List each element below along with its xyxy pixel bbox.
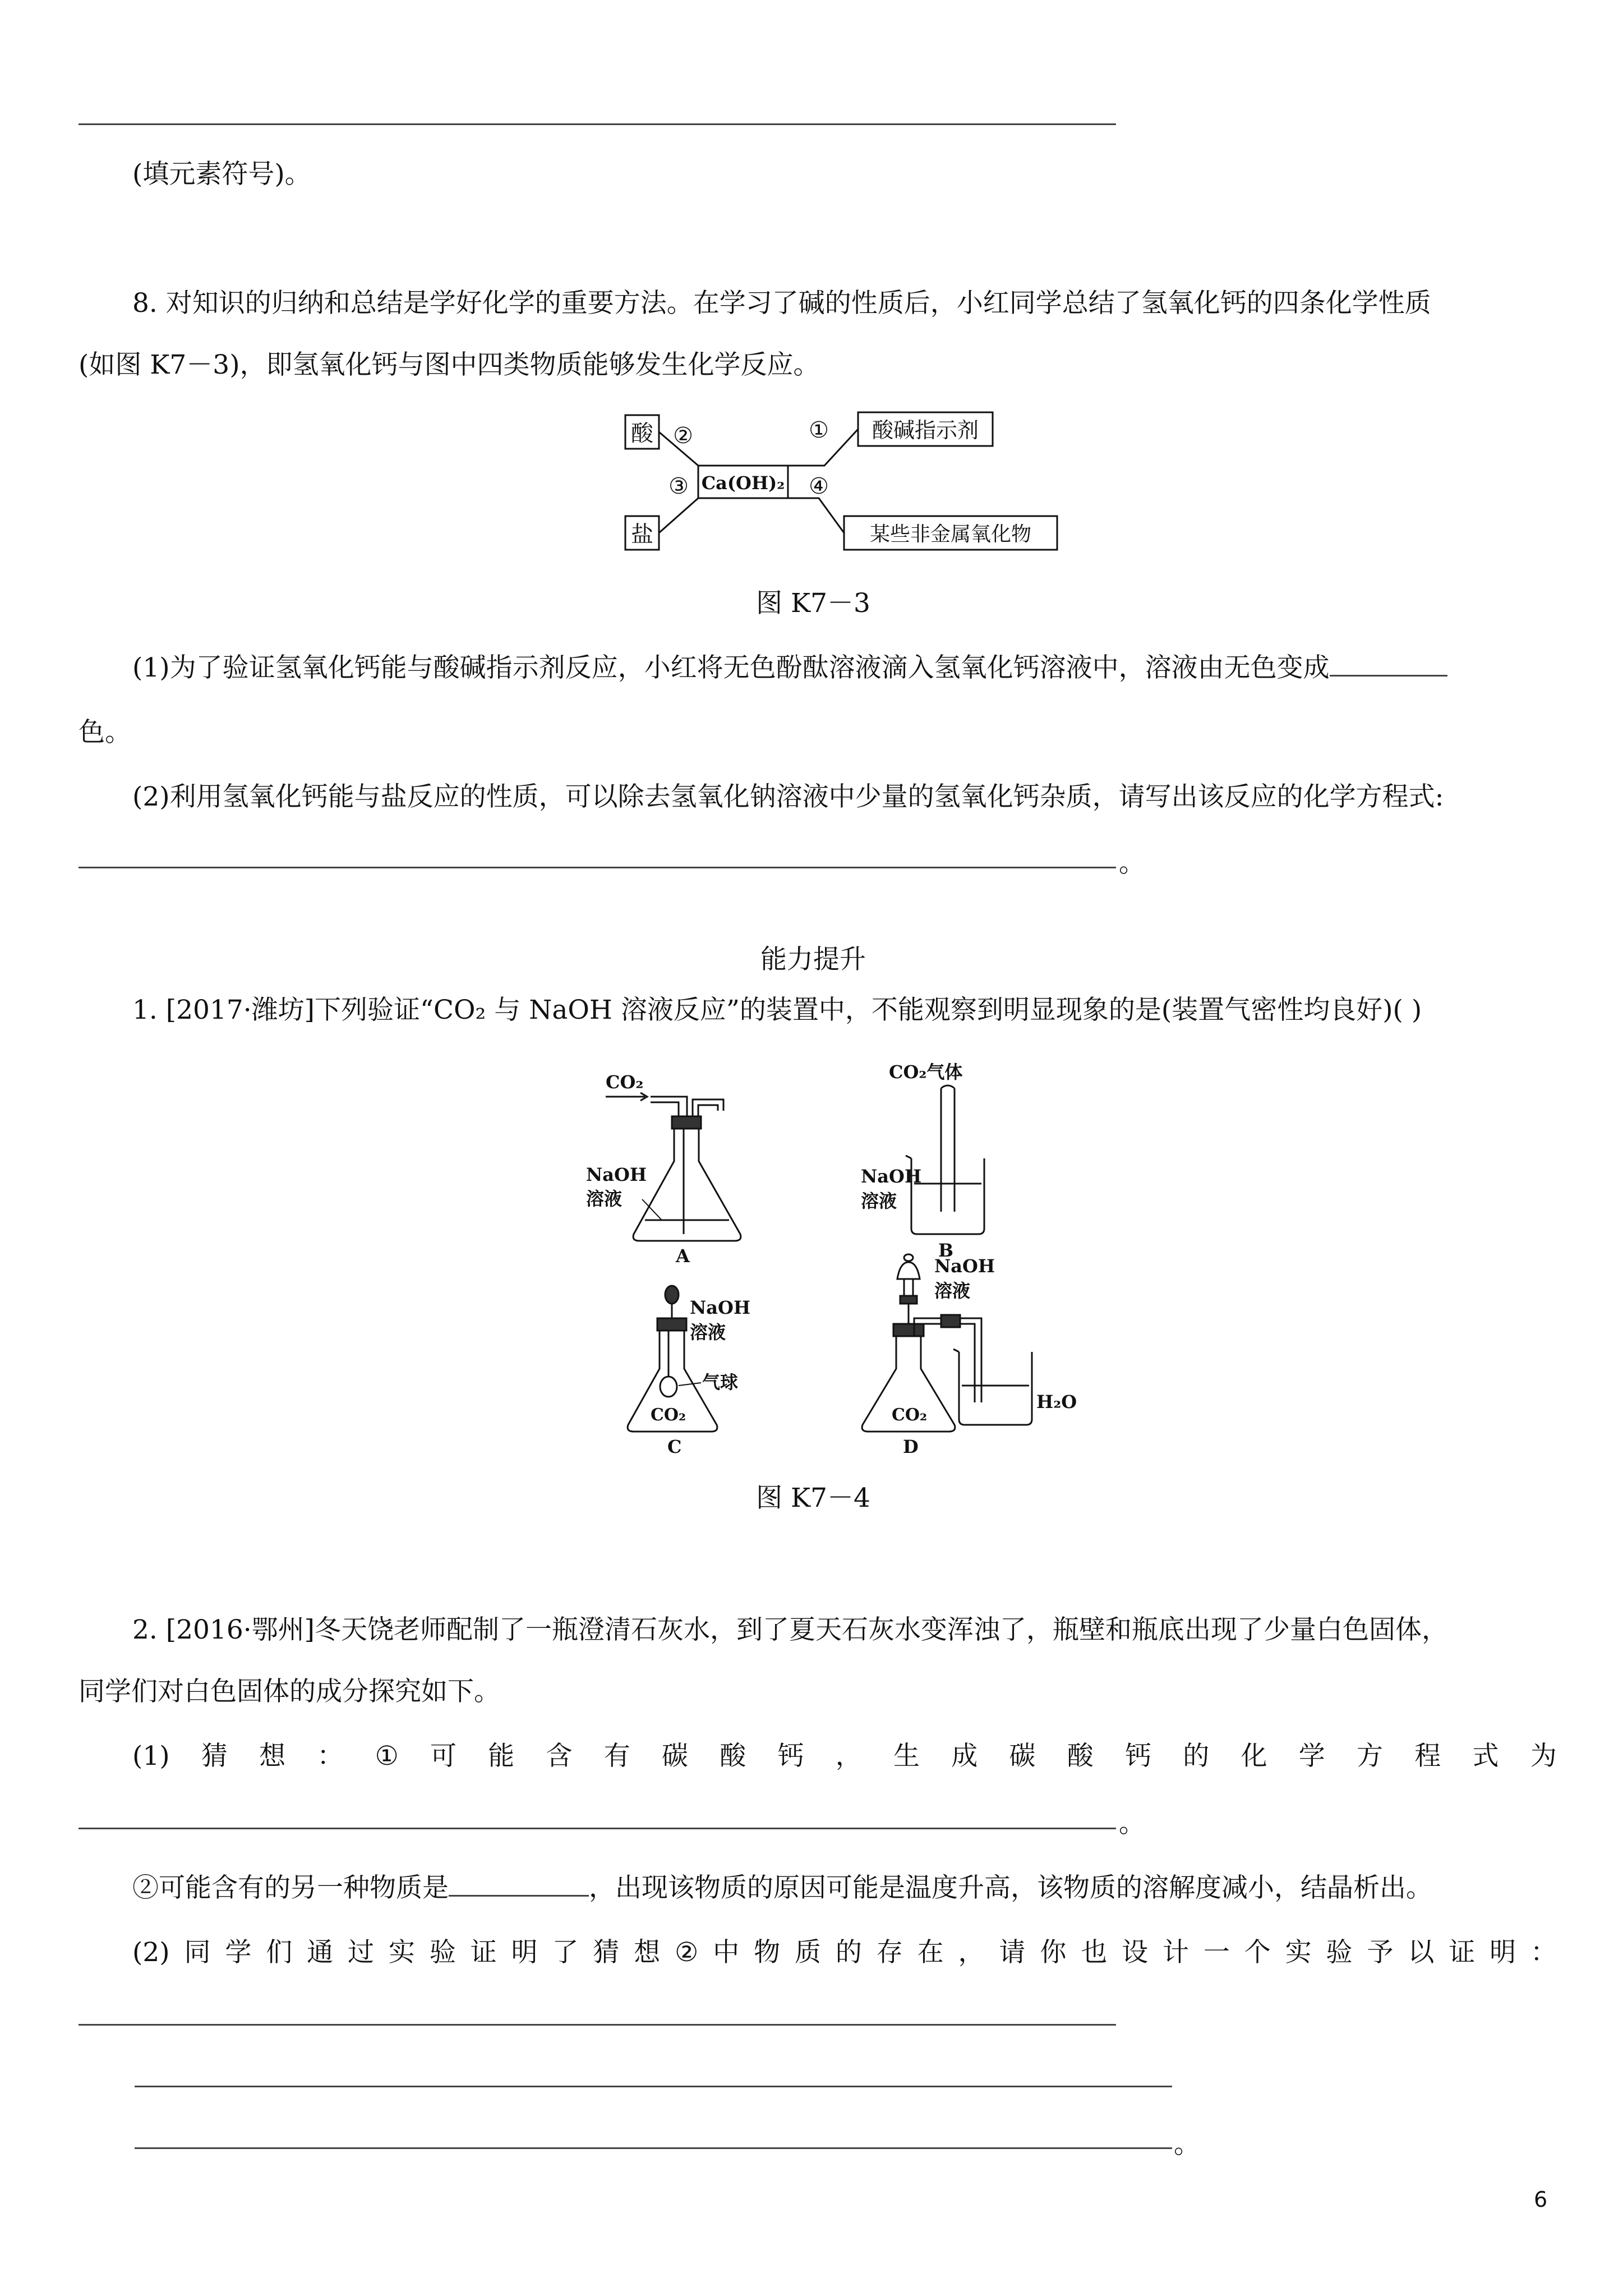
experiment-answer-line-2[interactable] xyxy=(135,2086,1172,2087)
ab2-part1-char: 式 xyxy=(1472,1741,1499,1772)
ab2-part2-char: 通 xyxy=(307,1937,334,1968)
ab2-stem-line2: 同学们对白色固体的成分探究如下。 xyxy=(79,1676,500,1707)
ab2-part2-char: 设 xyxy=(1122,1937,1149,1968)
ab2-part2-char: 实 xyxy=(1285,1937,1312,1968)
ab2-part2-char: 的 xyxy=(835,1937,862,1968)
ab2-part1-char: 的 xyxy=(1183,1741,1210,1772)
ab2-part2-char: 个 xyxy=(1244,1937,1271,1968)
ab2-part2-char: 存 xyxy=(876,1937,903,1968)
ab2-part1-char: 能 xyxy=(488,1741,515,1772)
other-substance-blank[interactable] xyxy=(449,1872,589,1897)
ab2-part2-char: 学 xyxy=(225,1937,252,1968)
q8-part1-line1 xyxy=(132,651,1447,685)
ab1-stem: 1. [2017·潍坊]下列验证“CO₂ 与 NaOH 溶液反应”的装置中，不能观察到明显现象的是(装置气密性均良好)( ) xyxy=(132,995,1422,1025)
ab2-part1-char: 碳 xyxy=(661,1741,688,1772)
ab2-part2-char: 也 xyxy=(1081,1937,1108,1968)
figure-k7-3-diagram xyxy=(617,404,1077,561)
ab2-part2-char: 猜 xyxy=(593,1937,620,1968)
d-solution-label: 溶液 xyxy=(934,1280,971,1301)
b-naoh-label: NaOH xyxy=(861,1166,922,1187)
experiment-answer-line-3[interactable] xyxy=(135,2147,1172,2149)
caco3-equation-line[interactable] xyxy=(79,1828,1116,1829)
equation-answer-line[interactable] xyxy=(79,867,1116,868)
ab2-part2-char: 验 xyxy=(429,1937,456,1968)
ab2-guess2-line xyxy=(132,1871,1432,1906)
ab2-part2-char: 实 xyxy=(388,1937,415,1968)
a-label: A xyxy=(676,1245,690,1267)
d-naoh-label: NaOH xyxy=(934,1255,995,1277)
q7-tail-text: (填元素符号)。 xyxy=(132,159,311,190)
ab2-part2-char: 质 xyxy=(794,1937,821,1968)
num-4: ④ xyxy=(809,473,829,499)
c-naoh-label: NaOH xyxy=(690,1297,751,1318)
ab2-part1-char: 方 xyxy=(1356,1741,1383,1772)
ab2-part1-char: 程 xyxy=(1414,1741,1441,1772)
d-label: D xyxy=(903,1436,919,1457)
num-2: ② xyxy=(673,423,693,449)
ab2-part1-char: 碳 xyxy=(1009,1741,1036,1772)
ab2-part1-char: 学 xyxy=(1298,1741,1325,1772)
b-gas-label: CO₂气体 xyxy=(889,1061,963,1083)
b-label: B xyxy=(938,1240,954,1261)
c-balloon-label: 气球 xyxy=(702,1372,739,1393)
a-naoh-label: NaOH xyxy=(586,1164,647,1185)
acid-label: 酸 xyxy=(631,421,653,447)
ab2-part1-char: 成 xyxy=(951,1741,978,1772)
ab2-part2-char: 一 xyxy=(1203,1937,1230,1968)
ab2-part2-char: 了 xyxy=(552,1937,579,1968)
figure-k7-4-apparatus xyxy=(578,1055,1116,1464)
ab2-part1-char: 钙 xyxy=(777,1741,804,1772)
ab2-part2-char: 过 xyxy=(348,1937,375,1968)
ab2-part2-char: 你 xyxy=(1040,1937,1067,1968)
ab2-part1-char: ， xyxy=(835,1741,862,1772)
num-1: ① xyxy=(809,417,829,443)
ab2-part2-char: 予 xyxy=(1367,1937,1394,1968)
ab2-part2-char: 请 xyxy=(999,1937,1026,1968)
caco3-equation-period: 。 xyxy=(1119,1808,1145,1839)
ab2-part2-line xyxy=(132,1935,1557,1970)
ab2-guess2-suffix: ，出现该物质的原因可能是温度升高，该物质的溶解度减小，结晶析出。 xyxy=(589,1872,1432,1903)
ab2-part1-char: 含 xyxy=(546,1741,573,1772)
experiment-period: 。 xyxy=(1174,2129,1200,2160)
d-co2-label: CO₂ xyxy=(892,1405,928,1425)
figure-k7-3-caption: 图 K7－3 xyxy=(756,588,870,619)
q8-stem-line2: (如图 K7－3)，即氢氧化钙与图中四类物质能够发生化学反应。 xyxy=(79,349,820,380)
ab2-part2-char: 在 xyxy=(917,1937,944,1968)
a-solution-label: 溶液 xyxy=(586,1188,623,1209)
b-solution-label: 溶液 xyxy=(861,1190,897,1212)
equation-period: 。 xyxy=(1119,848,1145,878)
ab2-part2-char: 计 xyxy=(1162,1937,1189,1968)
answer-line-top[interactable] xyxy=(79,123,1116,125)
q8-part2-line1: (2)利用氢氧化钙能与盐反应的性质，可以除去氢氧化钠溶液中少量的氢氧化钙杂质，请写出该反应的化学方程式: xyxy=(132,781,1444,812)
figure-k7-4-caption: 图 K7－4 xyxy=(756,1483,870,1513)
ab2-part2-char: 物 xyxy=(754,1937,781,1968)
indicator-label: 酸碱指示剂 xyxy=(872,418,979,443)
ab2-part1-char: ① xyxy=(375,1741,399,1772)
ab2-part2-char: 明 xyxy=(511,1937,538,1968)
ab2-part1-char: 想 xyxy=(259,1741,286,1772)
ab2-part1-char: 酸 xyxy=(720,1741,746,1772)
ab2-part2-char: 明 xyxy=(1490,1937,1516,1968)
ab2-part2-char: (2) xyxy=(132,1937,170,1968)
ab2-part2-char: 想 xyxy=(634,1937,661,1968)
ab2-part2-char: 验 xyxy=(1326,1937,1353,1968)
ab2-part1-char: 生 xyxy=(893,1741,920,1772)
ab2-part1-char: 为 xyxy=(1530,1741,1557,1772)
q8-part1-text: (1)为了验证氢氧化钙能与酸碱指示剂反应，小红将无色酚酞溶液滴入氢氧化钙溶液中，溶液由无色变成 xyxy=(132,652,1330,683)
ab2-part2-char: 以 xyxy=(1408,1937,1435,1968)
experiment-answer-line-1[interactable] xyxy=(79,2024,1116,2026)
center-label: Ca(OH)₂ xyxy=(701,472,785,494)
color-answer-blank[interactable] xyxy=(1330,652,1447,677)
salt-label: 盐 xyxy=(631,522,653,547)
ab2-part1-char: 化 xyxy=(1241,1741,1267,1772)
ab2-stem-line1: 2. [2016·鄂州]冬天饶老师配制了一瓶澄清石灰水，到了夏天石灰水变浑浊了，瓶壁和瓶底出现了少量白色固体， xyxy=(132,1614,1449,1645)
ab2-part1-char: 可 xyxy=(430,1741,457,1772)
ab2-part1-char: (1) xyxy=(132,1741,170,1772)
c-label: C xyxy=(667,1436,682,1457)
c-co2-label: CO₂ xyxy=(651,1405,686,1425)
ab2-part2-char: ② xyxy=(675,1937,699,1968)
q8-stem-line1: 8. 对知识的归纳和总结是学好化学的重要方法。在学习了碱的性质后，小红同学总结了氢氧化钙的四条化学性质 xyxy=(132,288,1431,319)
ab2-part1-char: 猜 xyxy=(201,1741,228,1772)
section-title: 能力提升 xyxy=(760,944,866,975)
ab2-part2-char: ， xyxy=(958,1937,985,1968)
apparatus-b xyxy=(906,1085,984,1234)
q8-part1-line2: 色。 xyxy=(79,717,131,748)
ab2-part2-char: 们 xyxy=(266,1937,293,1968)
ab2-part2-char: 中 xyxy=(713,1937,740,1968)
ab2-part1-char: 酸 xyxy=(1067,1741,1094,1772)
a-co2-label: CO₂ xyxy=(606,1071,644,1093)
ab2-part1-char: ： xyxy=(317,1741,344,1772)
page-number: 6 xyxy=(1534,2187,1548,2212)
ab2-part1-char: 钙 xyxy=(1124,1741,1151,1772)
ab2-part1-line xyxy=(132,1739,1557,1774)
ab2-part1-char: 有 xyxy=(603,1741,630,1772)
num-3: ③ xyxy=(668,473,689,499)
ab2-guess2-prefix: ②可能含有的另一种物质是 xyxy=(132,1872,449,1903)
ab2-part2-char: 证 xyxy=(1449,1937,1476,1968)
ab2-part2-char: 证 xyxy=(470,1937,497,1968)
oxide-label: 某些非金属氧化物 xyxy=(869,523,1032,546)
d-h2o-label: H₂O xyxy=(1036,1391,1077,1412)
c-solution-label: 溶液 xyxy=(690,1322,726,1343)
ab2-part2-char: 同 xyxy=(184,1937,211,1968)
ab2-part2-char: ： xyxy=(1530,1937,1557,1968)
c-leader-line xyxy=(679,1383,701,1386)
